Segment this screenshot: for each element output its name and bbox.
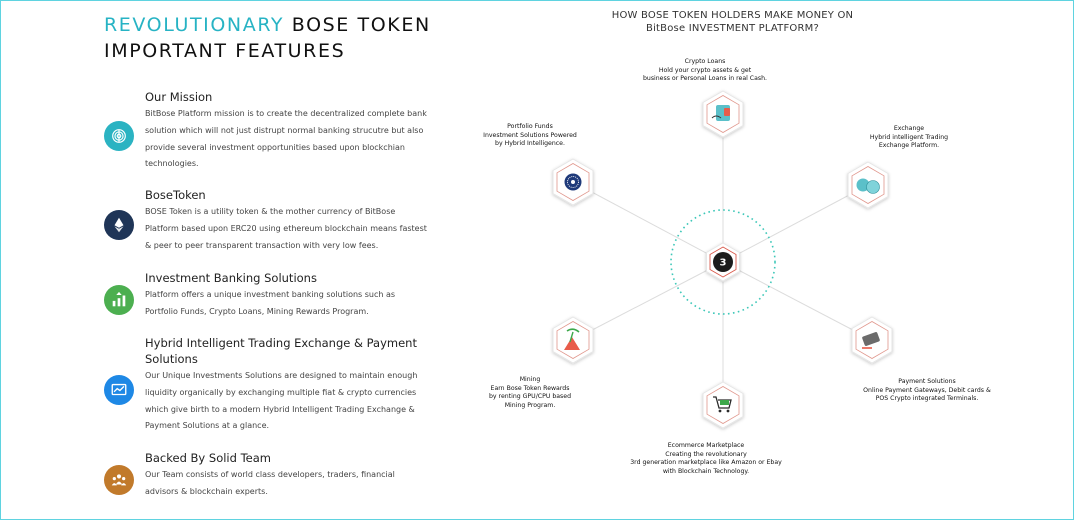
node-crypto-loans <box>703 91 743 137</box>
svg-text:3: 3 <box>719 257 727 269</box>
node-portfolio <box>553 159 593 205</box>
label-ecommerce <box>628 442 784 476</box>
label-title: Ecommerce Marketplace <box>667 442 745 449</box>
team-icon <box>104 465 134 495</box>
heading-rest: BOSE TOKEN <box>284 14 431 36</box>
heading-line2: IMPORTANT FEATURES <box>104 40 346 62</box>
label-line: 3rd generation marketplace like Amazon or Ebay <box>630 459 782 467</box>
label-portfolio <box>474 123 586 149</box>
label-title: Mining <box>519 376 541 383</box>
ethereum-icon <box>104 210 134 240</box>
label-line: Investment Solutions Powered <box>483 131 577 139</box>
label-title: Exchange <box>893 125 925 132</box>
feature-text: Platform offers a unique investment banking solutions such as Portfolio Funds, Crypto Loans, Mining Rewards Program. <box>145 290 396 316</box>
node-exchange <box>848 162 888 208</box>
trading-chart-icon <box>104 375 134 405</box>
node-mining <box>553 317 593 363</box>
label-line: by renting GPU/CPU based <box>488 393 572 401</box>
label-line: Hybrid intelligent Trading <box>869 133 949 141</box>
label-crypto-loans <box>625 58 785 84</box>
label-line: business or Personal Loans in real Cash. <box>642 75 768 83</box>
growth-bars-icon <box>104 285 134 315</box>
label-line: Exchange Platform. <box>878 142 940 150</box>
features-heading <box>104 12 431 64</box>
label-line: Online Payment Gateways, Debit cards & <box>863 386 991 394</box>
label-title: Portfolio Funds <box>507 123 553 130</box>
feature-text: Our Team consists of world class developers, traders, financial advisors & blockchain experts. <box>145 470 395 496</box>
label-line: Earn Bose Token Rewards <box>490 384 570 392</box>
center-node <box>707 243 740 281</box>
feature-title: BoseToken <box>145 188 206 202</box>
label-title: Payment Solutions <box>898 378 956 385</box>
label-line: Hold your crypto assets & get <box>658 66 752 74</box>
portfolio-fund-icon <box>565 174 582 191</box>
feature-title: Our Mission <box>145 90 213 104</box>
label-mining <box>482 376 578 410</box>
label-title: Crypto Loans <box>684 58 726 65</box>
diagram-title <box>600 10 865 35</box>
heading-accent: REVOLUTIONARY <box>104 14 285 36</box>
label-line: Mining Program. <box>504 401 556 409</box>
feature-text: BitBose Platform mission is to create the decentralized complete bank solution which will not just distrupt normal banking strucutre but also provide several investment opportunities based upon blockchian technologies. <box>145 109 427 169</box>
feature-text: BOSE Token is a utility token & the mother currency of BitBose Platform based upon ERC20 using ethereum blockchain means fastest & peer to peer transparent transaction with very low fees. <box>145 207 427 250</box>
label-line: with Blockchain Technology. <box>662 467 750 475</box>
feature-title: Hybrid Intelligent Trading Exchange & Payment Solutions <box>145 336 417 366</box>
label-payment <box>858 378 996 404</box>
label-line: POS Crypto integrated Terminals. <box>875 395 979 403</box>
feature-title: Backed By Solid Team <box>145 451 271 465</box>
diagram-title-line1: HOW BOSE TOKEN HOLDERS MAKE MONEY ON <box>611 10 854 21</box>
feature-title: Investment Banking Solutions <box>145 271 317 285</box>
diagram-title-line2: BitBose INVESTMENT PLATFORM? <box>646 22 819 34</box>
label-line: Creating the revolutionary <box>665 450 747 458</box>
fingerprint-icon <box>104 121 134 151</box>
label-exchange <box>855 125 963 151</box>
feature-text: Our Unique Investments Solutions are designed to maintain enough liquidity organically by exchanging multiple fiat & crypto currencies which give birth to a modern Hybrid Intelligent Trading Exchange & Payment Solutions at a glance. <box>145 371 418 431</box>
label-line: by Hybrid Intelligence. <box>495 140 565 148</box>
node-ecommerce <box>703 382 743 428</box>
bitbose-logo-icon <box>713 252 733 272</box>
node-payment <box>852 317 892 363</box>
